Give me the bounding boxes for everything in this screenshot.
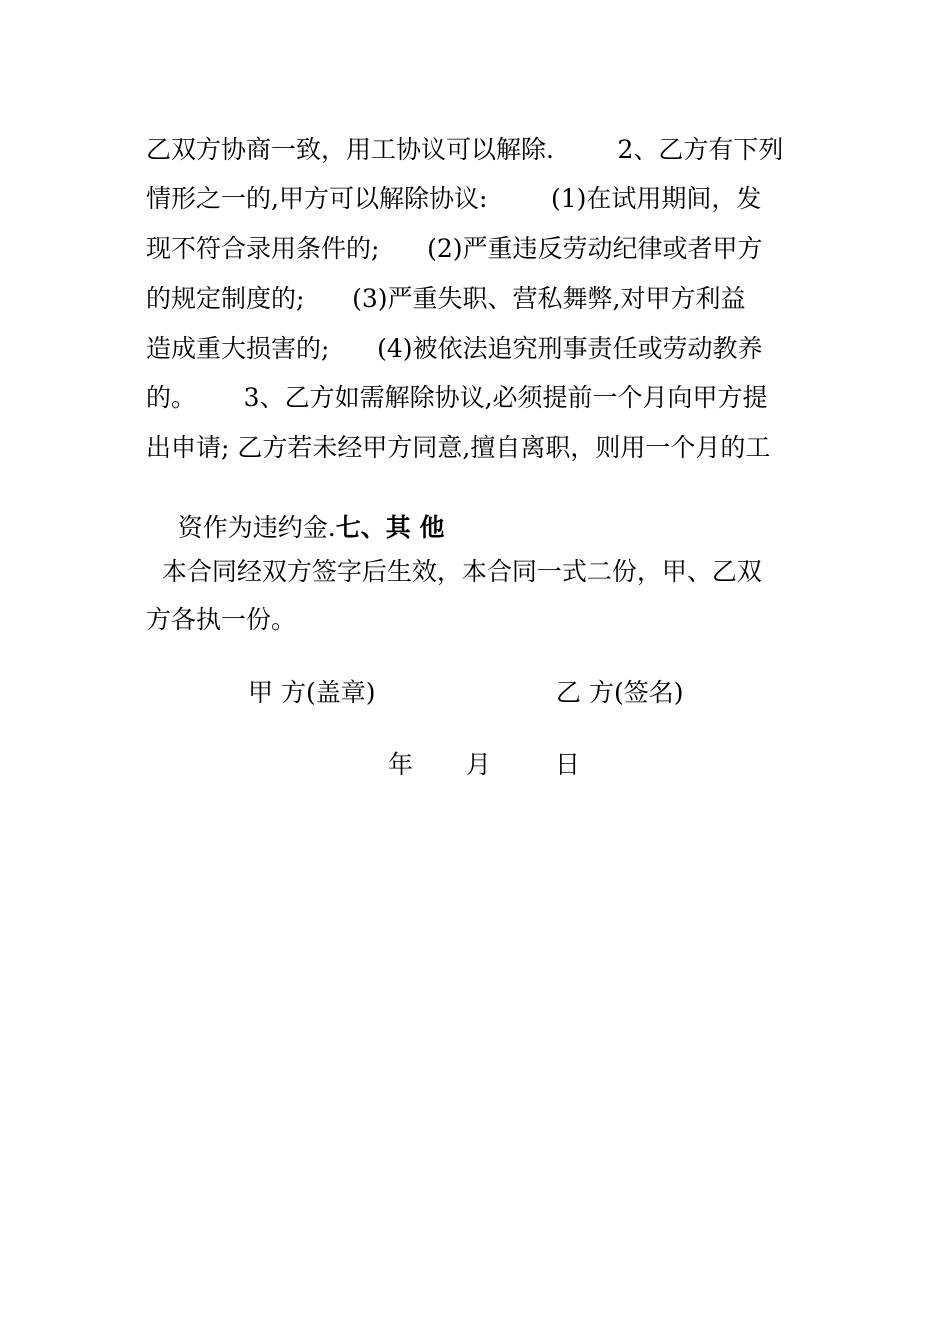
party-a-signature-label: 甲 方(盖章)	[248, 678, 376, 707]
body-line-3: 现不符合录用条件的; (2)严重违反劳动纪律或者甲方	[146, 234, 763, 263]
party-b-signature-label: 乙 方(签名)	[556, 678, 684, 707]
body-line-5: 造成重大损害的; (4)被依法追究刑事责任或劳动教养	[146, 334, 763, 363]
body-line-1: 乙双方协商一致，用工协议可以解除. 2、乙方有下列	[146, 135, 784, 164]
date-month-label: 月	[466, 750, 492, 779]
date-day-label: 日	[555, 750, 581, 779]
section-heading-other: 七、其 他	[335, 513, 445, 542]
body-line-8-text: 资作为违约金.	[177, 513, 336, 542]
body-line-2: 情形之一的,甲方可以解除协议: (1)在试用期间，发	[146, 184, 762, 213]
closing-paragraph-line-2: 方各执一份。	[146, 605, 297, 634]
body-line-6: 的。 3、乙方如需解除协议,必须提前一个月向甲方提	[146, 383, 768, 412]
closing-paragraph-line-1: 本合同经双方签字后生效，本合同一式二份，甲、乙双	[146, 557, 762, 586]
body-line-7: 出申请; 乙方若未经甲方同意,擅自离职，则用一个月的工	[146, 433, 771, 462]
body-line-4: 的规定制度的; (3)严重失职、营私舞弊,对甲方利益	[146, 284, 746, 313]
date-year-label: 年	[388, 750, 414, 779]
